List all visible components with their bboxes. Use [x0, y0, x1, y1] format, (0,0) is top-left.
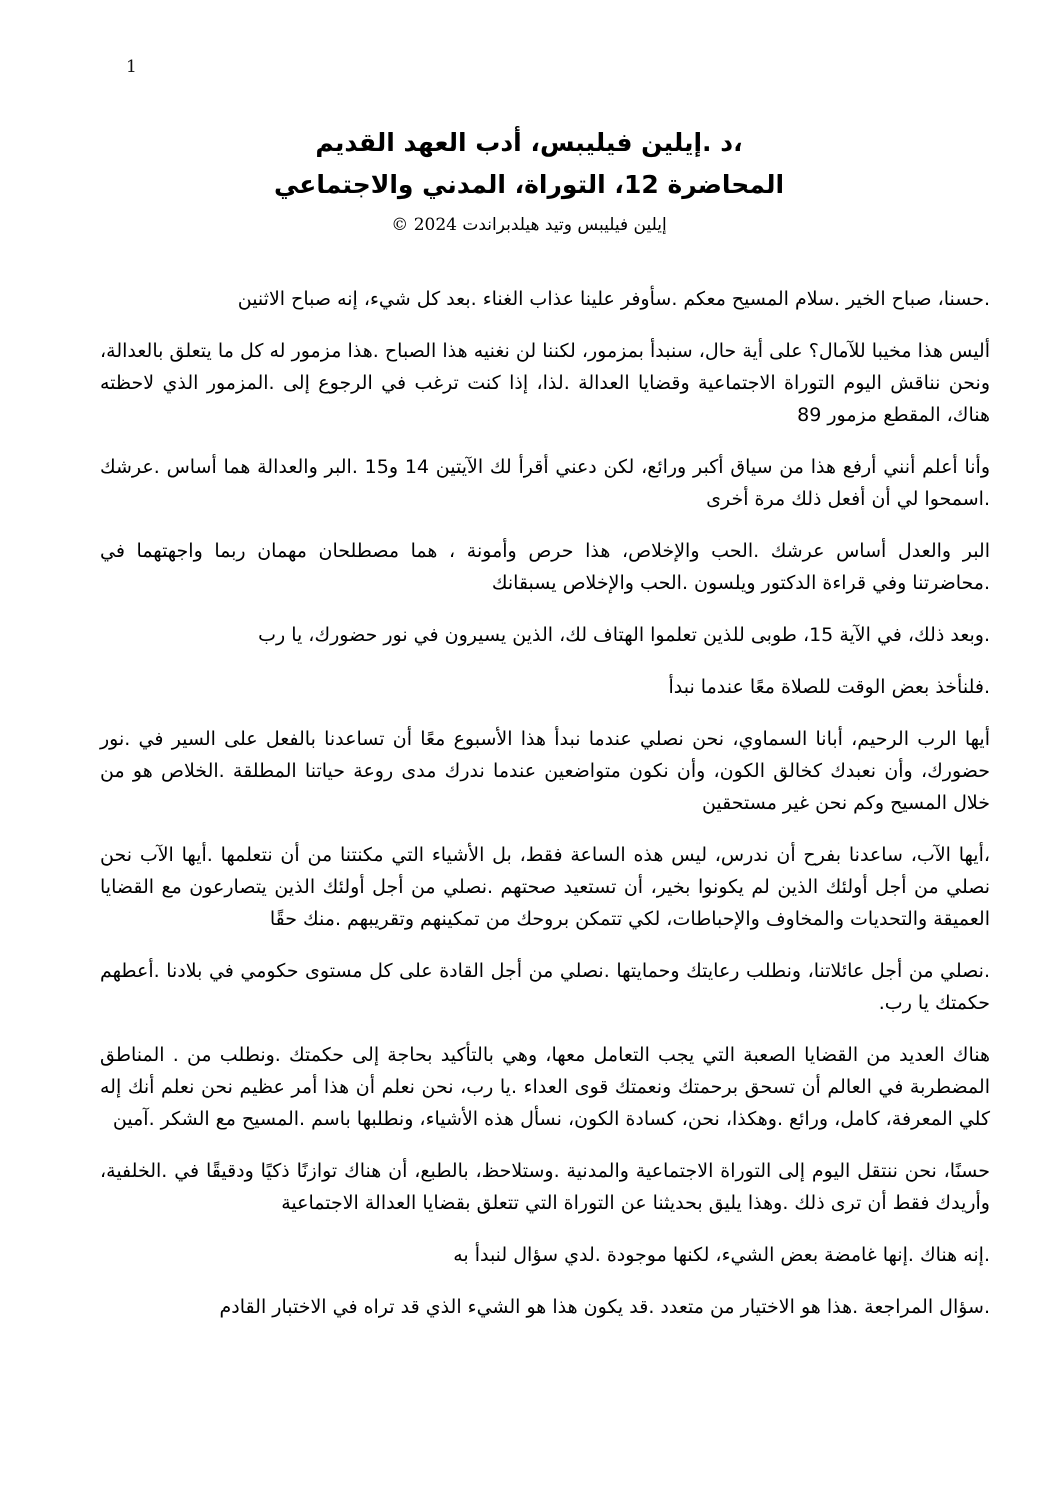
- document-title-line-2: المحاضرة 12، التوراة، المدني والاجتماعي: [273, 170, 785, 199]
- paragraph: .وبعد ذلك، في الآية 15، طوبى للذين تعلموا الهتاف لك، الذين يسيرون في نور حضورك، يا رب: [258, 624, 990, 646]
- document-body: [0, 283, 1058, 1323]
- paragraph: .إنه هناك .إنها غامضة بعض الشيء، لكنها موجودة .لدي سؤال لنبدأ به: [453, 1244, 990, 1266]
- paragraph: .سؤال المراجعة .هذا هو الاختيار من متعدد .قد يكون هذا هو الشيء الذي قد تراه في الاختبار القادم: [219, 1296, 990, 1318]
- paragraph: وأنا أعلم أنني أرفع هذا من سياق أكبر ورائع، لكن دعني أقرأ لك الآيتين 14 و15 .البر والعدالة هما أساس .عرشك .اسمحوا لي أن أفعل ذلك مرة أخرى: [100, 456, 991, 510]
- document-header: [0, 0, 1058, 241]
- paragraph: ،أيها الآب، ساعدنا بفرح أن ندرس، ليس هذه الساعة فقط، بل الأشياء التي مكنتنا من أن نتعلمها .أيها الآب نحن نصلي من أجل أولئك الذين لم يكونوا بخير، أن تستعيد صحتهم .نصلي من أجل أولئك الذين يتصارعون مع القضايا العميقة والتحديات والمخاوف والإحباطات، لكي تتمكن بروحك من تمكينهم وتقريبهم .منك حقًا: [100, 844, 990, 930]
- document-title-line-1: ،د .إيلين فيليبس، أدب العهد القديم: [315, 128, 743, 157]
- page-number: 1: [126, 57, 137, 77]
- paragraph: البر والعدل أساس عرشك .الحب والإخلاص، هذا حرص وأمونة ، هما مصطلحان مهمان ربما واجهتهما في .محاضرتنا وفي قراءة الدكتور ويلسون .الحب والإخلاص يسبقانك: [100, 540, 990, 594]
- paragraph: حسنًا، نحن ننتقل اليوم إلى التوراة الاجتماعية والمدنية .وستلاحظ، بالطبع، أن هناك توازنًا ذكيًا ودقيقًا في .الخلفية، وأريدك فقط أن ترى ذلك .وهذا يليق بحديثنا عن التوراة التي تتعلق بقضايا العدالة الاجتماعية: [100, 1160, 990, 1214]
- paragraph: أيها الرب الرحيم، أبانا السماوي، نحن نصلي عندما نبدأ هذا الأسبوع معًا أن تساعدنا بالفعل على السير في .نور حضورك، وأن نعبدك كخالق الكون، وأن نكون متواضعين عندما ندرك مدى روعة حياتنا المطلقة .الخلاص هو من خلال المسيح وكم نحن غير مستحقين: [100, 728, 990, 814]
- paragraph: .حسنا، صباح الخير .سلام المسيح معكم .سأوفر علينا عذاب الغناء .بعد كل شيء، إنه صباح الاثنين: [237, 288, 990, 310]
- copyright-line: إيلين فيليبس وتيد هيلدبراندت 2024 ©: [391, 215, 667, 235]
- paragraph: هناك العديد من القضايا الصعبة التي يجب التعامل معها، وهي بالتأكيد بحاجة إلى حكمتك .ونطلب من . المناطق المضطربة في العالم أن تسحق برحمتك ونعمتك قوى العداء .يا رب، نحن نعلم أن هذا أمر عظيم نحن نعلم أنك إله كلي المعرفة، كامل، ورائع .وهكذا، نحن، كسادة الكون، نسأل هذه الأشياء، ونطلبها باسم .المسيح مع الشكر .آمين: [100, 1044, 990, 1130]
- paragraph: .فلنأخذ بعض الوقت للصلاة معًا عندما نبدأ: [668, 676, 990, 698]
- paragraph: أليس هذا مخيبا للآمال؟ على أية حال، سنبدأ بمزمور، لكننا لن نغنيه هذا الصباح .هذا مزمور له كل ما يتعلق بالعدالة، ونحن نناقش اليوم التوراة الاجتماعية وقضايا العدالة .لذا، إذا كنت ترغب في الرجوع إلى .المزمور الذي لاحظته هناك، المقطع مزمور 89: [100, 340, 990, 426]
- paragraph: .نصلي من أجل عائلاتنا، ونطلب رعايتك وحمايتها .نصلي من أجل القادة على كل مستوى حكومي في بلادنا .أعطهم حكمتك يا رب.: [100, 960, 990, 1014]
